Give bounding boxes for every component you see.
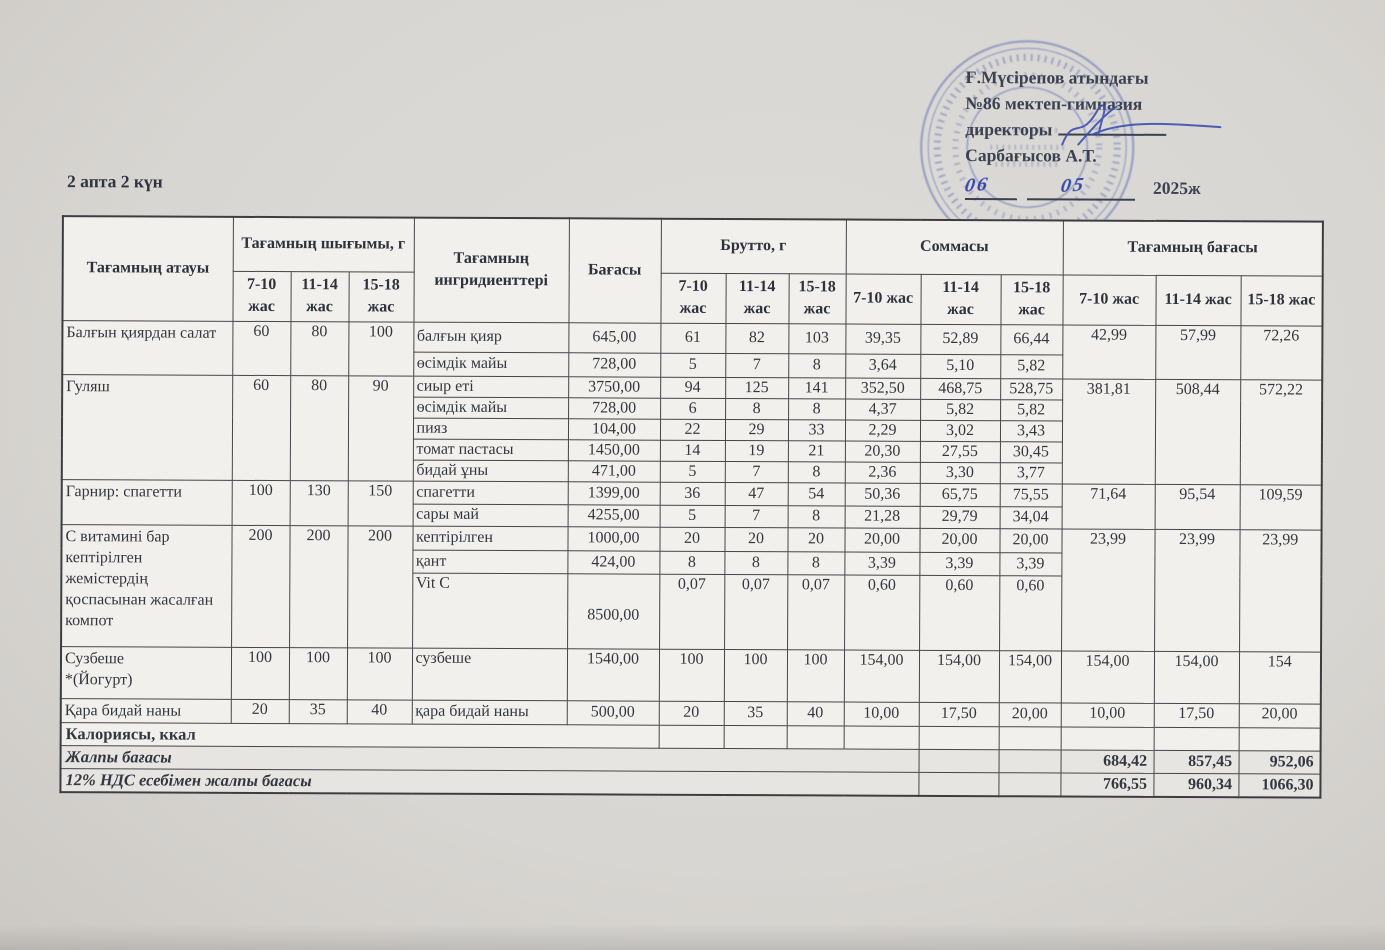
output-cell: 20 bbox=[231, 699, 289, 723]
dish-price-cell: 572,22 bbox=[1240, 379, 1322, 484]
output-cell: 100 bbox=[289, 647, 347, 699]
brutto-cell: 20 bbox=[724, 527, 787, 551]
brutto-cell: 100 bbox=[659, 649, 724, 701]
sum-cell: 2,36 bbox=[845, 462, 920, 483]
age-header-output-3: 15-18 жас bbox=[348, 271, 413, 321]
dish-row bbox=[62, 374, 1322, 400]
sum-cell: 52,89 bbox=[920, 324, 1000, 354]
col-header-dish-price-group: Тағамның бағасы bbox=[1063, 220, 1323, 275]
brutto-cell: 8 bbox=[725, 398, 788, 419]
age-header-sum-3: 15-18 жас bbox=[1000, 274, 1062, 324]
dish-price-cell: 10,00 bbox=[1061, 702, 1154, 726]
brutto-cell: 7 bbox=[725, 505, 788, 527]
brutto-cell: 125 bbox=[725, 377, 788, 398]
week-day-label: 2 апта 2 күн bbox=[67, 171, 163, 192]
brutto-cell: 21 bbox=[788, 440, 845, 461]
sum-cell: 20,00 bbox=[1000, 528, 1062, 552]
dish-price-cell: 508,44 bbox=[1155, 379, 1240, 484]
brutto-cell: 8 bbox=[659, 551, 724, 574]
brutto-cell: 0,07 bbox=[659, 574, 724, 649]
ingredient-price-cell: 1000,00 bbox=[567, 526, 659, 550]
empty-cell bbox=[918, 772, 998, 796]
dish-price-cell: 23,99 bbox=[1154, 529, 1240, 651]
dish-price-cell: 109,59 bbox=[1240, 484, 1322, 529]
sum-cell: 352,50 bbox=[845, 378, 920, 399]
sum-cell: 528,75 bbox=[1000, 378, 1062, 399]
brutto-cell: 20 bbox=[787, 527, 844, 551]
age-header-price-1: 7-10 жас bbox=[1063, 274, 1156, 324]
brutto-cell: 36 bbox=[660, 482, 725, 505]
ingredient-cell: сары май bbox=[413, 504, 568, 527]
empty-cell bbox=[919, 749, 999, 772]
date-month-segment bbox=[1027, 172, 1135, 200]
brutto-cell: 8 bbox=[724, 551, 787, 574]
dish-price-cell: 17,50 bbox=[1154, 703, 1239, 727]
dish-row bbox=[62, 479, 1322, 507]
brutto-cell: 8 bbox=[788, 398, 845, 419]
age-header-brutto-2: 11-14 жас bbox=[725, 273, 788, 323]
dish-price-cell: 154,00 bbox=[1154, 651, 1239, 703]
empty-cell bbox=[844, 726, 919, 749]
sum-cell: 3,77 bbox=[1000, 462, 1062, 483]
dish-row bbox=[61, 646, 1321, 703]
sum-cell: 5,82 bbox=[920, 399, 1000, 420]
brutto-cell: 5 bbox=[660, 505, 725, 527]
brutto-cell: 0,07 bbox=[724, 574, 787, 649]
sum-cell: 4,37 bbox=[845, 399, 920, 420]
age-header-price-2: 11-14 жас bbox=[1156, 275, 1241, 325]
ingredient-price-cell: 4255,00 bbox=[568, 504, 660, 526]
sum-cell: 3,43 bbox=[1000, 420, 1062, 441]
sum-cell: 0,60 bbox=[844, 575, 919, 650]
output-cell: 130 bbox=[290, 480, 348, 525]
age-header-output-1: 7-10 жас bbox=[232, 271, 290, 321]
empty-cell bbox=[659, 725, 724, 748]
ingredient-price-cell: 1540,00 bbox=[567, 648, 659, 700]
sum-cell: 468,75 bbox=[920, 378, 1000, 399]
footer-value-cell: 960,34 bbox=[1153, 773, 1238, 797]
ingredient-cell: спагетти bbox=[413, 481, 568, 505]
output-cell: 80 bbox=[290, 321, 348, 375]
age-header-price-3: 15-18 жас bbox=[1241, 275, 1323, 325]
footer-value-cell: 684,42 bbox=[1061, 749, 1154, 772]
sum-cell: 20,00 bbox=[920, 528, 1000, 552]
output-cell: 100 bbox=[231, 647, 289, 699]
empty-cell bbox=[919, 726, 999, 749]
handwritten-month: 05 bbox=[1059, 173, 1087, 198]
dish-price-cell: 154,00 bbox=[1061, 650, 1154, 702]
sum-cell: 20,30 bbox=[845, 441, 920, 462]
dish-price-cell: 381,81 bbox=[1062, 378, 1155, 483]
menu-table bbox=[59, 215, 1324, 798]
output-cell: 35 bbox=[289, 699, 347, 723]
dish-row bbox=[62, 320, 1322, 355]
dish-name-cell: Сузбеше *(Йогурт) bbox=[61, 646, 231, 699]
dish-price-cell: 23,99 bbox=[1061, 528, 1155, 650]
brutto-cell: 5 bbox=[660, 353, 725, 377]
output-cell: 200 bbox=[231, 525, 290, 647]
dish-name-cell: Гарнир: спагетти bbox=[62, 479, 232, 525]
brutto-cell: 82 bbox=[725, 323, 788, 353]
sum-cell: 39,35 bbox=[845, 324, 920, 354]
col-header-ingredients: Тағамның ингридиенттері bbox=[413, 218, 568, 323]
sum-cell: 3,39 bbox=[844, 552, 919, 575]
brutto-cell: 5 bbox=[660, 461, 725, 482]
sum-cell: 3,64 bbox=[845, 354, 920, 378]
brutto-cell: 7 bbox=[725, 353, 788, 377]
dish-name-cell: Балғын қиярдан салат bbox=[62, 320, 232, 375]
age-header-brutto-1: 7-10 жас bbox=[660, 273, 725, 323]
empty-cell bbox=[999, 749, 1061, 772]
sum-cell: 154,00 bbox=[919, 650, 999, 702]
sum-cell: 154,00 bbox=[844, 650, 919, 702]
org-name-line1: Ғ.Мүсірепов атындағы bbox=[965, 67, 1149, 88]
sum-cell: 20,00 bbox=[845, 528, 920, 552]
brutto-cell: 94 bbox=[660, 377, 725, 398]
brutto-cell: 8 bbox=[788, 505, 845, 527]
handwritten-day: 06 bbox=[963, 173, 991, 197]
ingredient-cell: томат пастасы bbox=[413, 439, 568, 461]
dish-price-cell: 71,64 bbox=[1062, 483, 1155, 528]
brutto-cell: 100 bbox=[724, 649, 787, 701]
dish-price-cell: 57,99 bbox=[1155, 325, 1240, 379]
ingredient-cell: бидай ұны bbox=[413, 460, 568, 482]
brutto-cell: 103 bbox=[788, 323, 845, 353]
ingredient-cell: сузбеше bbox=[412, 648, 567, 701]
output-cell: 100 bbox=[348, 321, 413, 375]
brutto-cell: 100 bbox=[787, 649, 844, 701]
output-cell: 150 bbox=[348, 480, 413, 525]
brutto-cell: 14 bbox=[660, 440, 725, 461]
sum-cell: 17,50 bbox=[919, 702, 999, 726]
brutto-cell: 29 bbox=[725, 419, 788, 440]
footer-label-cell: 12% НДС есебімен жалпы бағасы bbox=[60, 768, 918, 795]
ingredient-price-cell: 424,00 bbox=[567, 550, 659, 573]
empty-cell bbox=[998, 772, 1060, 796]
ingredient-price-cell: 8500,00 bbox=[567, 573, 659, 648]
sum-cell: 34,04 bbox=[1000, 506, 1062, 528]
role-label: директоры bbox=[965, 119, 1053, 140]
col-header-sum-group: Соммасы bbox=[846, 220, 1063, 275]
ingredient-cell: қант bbox=[412, 550, 567, 574]
brutto-cell: 20 bbox=[659, 701, 724, 725]
sum-cell: 27,55 bbox=[920, 441, 1000, 462]
brutto-cell: 33 bbox=[788, 419, 845, 440]
ingredient-price-cell: 1399,00 bbox=[568, 481, 660, 504]
sum-cell: 65,75 bbox=[920, 483, 1000, 506]
brutto-cell: 35 bbox=[724, 701, 787, 725]
output-cell: 90 bbox=[348, 375, 413, 480]
year-label: 2025ж bbox=[1153, 177, 1201, 199]
sum-cell: 5,10 bbox=[920, 354, 1000, 378]
sum-cell: 75,55 bbox=[1000, 483, 1062, 506]
brutto-cell: 141 bbox=[788, 377, 845, 398]
date-day-segment bbox=[965, 172, 1017, 200]
brutto-cell: 47 bbox=[725, 482, 788, 505]
footer-label-cell: Жалпы бағасы bbox=[61, 745, 919, 772]
brutto-cell: 20 bbox=[659, 527, 724, 551]
signature-scribble bbox=[1052, 100, 1228, 151]
ingredient-cell: Vit C bbox=[412, 573, 567, 649]
empty-cell bbox=[787, 725, 844, 748]
sum-cell: 3,39 bbox=[999, 552, 1061, 575]
sum-cell: 50,36 bbox=[845, 483, 920, 506]
age-header-brutto-3: 15-18 жас bbox=[788, 273, 845, 323]
output-cell: 80 bbox=[290, 375, 348, 480]
brutto-cell: 7 bbox=[725, 461, 788, 482]
dish-price-cell: 42,99 bbox=[1062, 324, 1155, 378]
brutto-cell: 19 bbox=[725, 440, 788, 461]
org-name-line2: №86 мектеп-гимназия bbox=[965, 93, 1143, 114]
sum-cell: 0,60 bbox=[919, 575, 999, 650]
sum-cell: 30,45 bbox=[1000, 441, 1062, 462]
sum-cell: 154,00 bbox=[999, 650, 1061, 702]
ingredient-price-cell: 104,00 bbox=[568, 418, 660, 439]
sum-cell: 3,02 bbox=[920, 420, 1000, 441]
dish-price-cell: 95,54 bbox=[1155, 484, 1240, 529]
empty-cell bbox=[1154, 727, 1239, 750]
age-header-output-2: 11-14 жас bbox=[290, 271, 348, 321]
sum-cell: 21,28 bbox=[845, 506, 920, 528]
brutto-cell: 8 bbox=[788, 353, 845, 377]
output-cell: 200 bbox=[289, 525, 348, 647]
footer-label-cell: Калориясы, ккал bbox=[61, 722, 659, 748]
sum-cell: 29,79 bbox=[920, 506, 1000, 528]
dish-price-cell: 154 bbox=[1239, 651, 1321, 703]
col-header-brutto-group: Брутто, г bbox=[661, 219, 846, 274]
dish-row bbox=[61, 524, 1321, 553]
ingredient-cell: өсімдік майы bbox=[413, 352, 568, 377]
brutto-cell: 40 bbox=[787, 701, 844, 725]
footer-value-cell: 766,55 bbox=[1060, 772, 1153, 796]
sum-cell: 5,82 bbox=[1000, 399, 1062, 420]
ingredient-cell: өсімдік майы bbox=[413, 397, 568, 419]
output-cell: 40 bbox=[347, 699, 412, 723]
output-cell: 100 bbox=[347, 647, 412, 699]
footer-value-cell: 952,06 bbox=[1239, 750, 1321, 773]
dish-name-cell: С витамині бар кептірілген жемістердің қоспасынан жасалған компот bbox=[61, 524, 232, 647]
sum-cell: 20,00 bbox=[999, 702, 1061, 726]
menu-table-wrap bbox=[59, 215, 1324, 798]
brutto-cell: 0,07 bbox=[787, 574, 844, 649]
output-cell: 100 bbox=[232, 480, 290, 525]
brutto-cell: 8 bbox=[787, 551, 844, 574]
dish-price-cell: 72,26 bbox=[1240, 325, 1322, 379]
dish-name-cell: Гуляш bbox=[62, 374, 232, 480]
sum-cell: 3,39 bbox=[919, 552, 999, 575]
date-line bbox=[965, 172, 1265, 201]
age-header-sum-1: 7-10 жас bbox=[846, 274, 921, 324]
ingredient-price-cell: 471,00 bbox=[568, 460, 660, 481]
dish-price-cell: 23,99 bbox=[1239, 529, 1322, 651]
empty-cell bbox=[724, 725, 787, 748]
ingredient-cell: балғын қияр bbox=[413, 322, 568, 353]
ingredient-cell: сиыр еті bbox=[413, 376, 568, 398]
col-header-dish-name: Тағамның атауы bbox=[62, 216, 232, 321]
ingredient-price-cell: 728,00 bbox=[568, 352, 660, 376]
sum-cell: 66,44 bbox=[1000, 324, 1062, 354]
col-header-output-group: Тағамның шығымы, г bbox=[233, 217, 414, 272]
ingredient-cell: пияз bbox=[413, 418, 568, 440]
ingredient-price-cell: 728,00 bbox=[568, 397, 660, 418]
sum-cell: 0,60 bbox=[999, 575, 1061, 650]
empty-cell bbox=[1061, 726, 1154, 749]
brutto-cell: 54 bbox=[788, 482, 845, 505]
ingredient-price-cell: 500,00 bbox=[567, 700, 659, 724]
footer-value-cell: 1066,30 bbox=[1238, 773, 1320, 797]
empty-cell bbox=[999, 726, 1061, 749]
output-cell: 200 bbox=[347, 525, 413, 647]
brutto-cell: 6 bbox=[660, 398, 725, 419]
sum-cell: 10,00 bbox=[844, 702, 919, 726]
ingredient-price-cell: 645,00 bbox=[568, 322, 660, 352]
brutto-cell: 61 bbox=[660, 323, 725, 353]
dish-price-cell: 20,00 bbox=[1239, 703, 1321, 727]
dish-name-cell: Қара бидай наны bbox=[61, 698, 231, 723]
col-header-price: Бағасы bbox=[568, 218, 660, 322]
ingredient-cell: қара бидай наны bbox=[412, 700, 567, 725]
sum-cell: 2,29 bbox=[845, 420, 920, 441]
ingredient-price-cell: 3750,00 bbox=[568, 376, 660, 397]
director-name: Сарбағысов А.Т. bbox=[965, 145, 1097, 166]
output-cell: 60 bbox=[232, 321, 290, 375]
ingredient-price-cell: 1450,00 bbox=[568, 439, 660, 460]
age-header-sum-2: 11-14 жас bbox=[920, 274, 1000, 324]
sum-cell: 3,30 bbox=[920, 462, 1000, 483]
ingredient-cell: кептірілген bbox=[412, 526, 567, 551]
total-row bbox=[60, 768, 1320, 797]
menu-table-body bbox=[60, 320, 1322, 797]
brutto-cell: 22 bbox=[660, 419, 725, 440]
sum-cell: 5,82 bbox=[1000, 354, 1062, 378]
empty-cell bbox=[1239, 727, 1321, 750]
output-cell: 60 bbox=[232, 375, 290, 480]
footer-value-cell: 857,45 bbox=[1154, 750, 1239, 773]
brutto-cell: 8 bbox=[788, 461, 845, 482]
